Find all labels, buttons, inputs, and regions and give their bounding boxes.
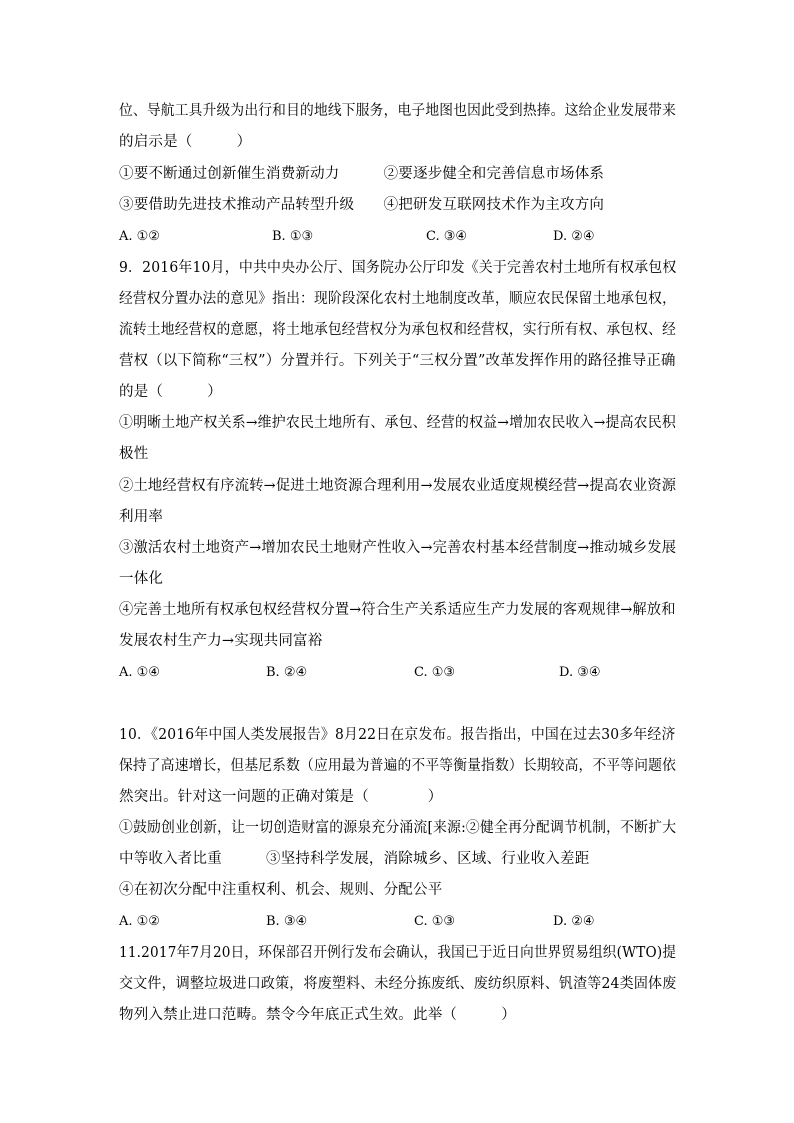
q11-line-1: 11.2017年7月20日，环保部召开例行发布会确认，我国已于近日向世界贸易组织(WTO)提 (119, 945, 677, 961)
q10-option-b: B. ③④ (266, 914, 308, 929)
q10-line-1: 10．《2016年中国人类发展报告》8月22日在京发布。报告指出，中国在过去30多年经济 (119, 727, 676, 743)
q8-statement-3-4: ③要借助先进技术推动产品转型升级 ④把研发互联网技术作为主攻方向 (119, 197, 605, 213)
q9-statement-3-line-1: ③激活农村土地资产→增加农民土地财产性收入→完善农村基本经营制度→推动城乡发展 (119, 540, 677, 556)
q11-line-2: 交文件，调整垃圾进口政策，将废塑料、未经分拣废纸、废纺织原料、钒渣等24类固体废 (119, 976, 677, 992)
q10-line-3: 然突出。针对这一问题的正确对策是（ ） (119, 789, 443, 805)
q9-option-a: A. ①④ (119, 665, 160, 680)
q8-line-2: 的启示是（ ） (119, 134, 252, 150)
q9-line-5: 的是（ ） (119, 384, 222, 400)
q9-statement-1-line-2: 极性 (119, 446, 149, 462)
q9-statement-4-line-1: ④完善土地所有权承包权经营权分置→符合生产关系适应生产力发展的客观规律→解放和 (119, 602, 676, 618)
q10-statement-2-3: 中等收入者比重 ③坚持科学发展，消除城乡、区域、行业收入差距 (119, 851, 590, 867)
q8-option-c: C. ③④ (426, 229, 468, 244)
q9-statement-2-line-2: 利用率 (119, 509, 164, 525)
q9-line-1: 9．2016年10月，中共中央办公厅、国务院办公厅印发《关于完善农村土地所有权承包权 (119, 260, 677, 276)
q9-option-d: D. ③④ (559, 665, 601, 680)
q8-option-d: D. ②④ (553, 229, 595, 244)
q10-line-2: 保持了高速增长，但基尼系数（应用最为普遍的不平等衡量指数）长期较高，不平等问题依 (119, 758, 677, 774)
q8-option-b: B. ①③ (272, 229, 314, 244)
q10-option-d: D. ②④ (553, 914, 595, 929)
q9-statement-3-line-2: 一体化 (119, 571, 164, 587)
q10-option-a: A. ①② (119, 914, 160, 929)
q9-line-3: 流转土地经营权的意愿，将土地承包经营权分为承包权和经营权，实行所有权、承包权、经 (119, 322, 677, 338)
q8-line-1: 位、导航工具升级为出行和目的地线下服务，电子地图也因此受到热捧。这给企业发展带来 (119, 103, 677, 119)
q8-option-a: A. ①② (119, 229, 160, 244)
q10-option-c: C. ①③ (414, 914, 456, 929)
q9-option-c: C. ①③ (414, 665, 456, 680)
q11-line-3: 物列入禁止进口范畴。禁令今年底正式生效。此举（ ） (119, 1007, 516, 1023)
q9-statement-4-line-2: 发展农村生产力→实现共同富裕 (119, 633, 323, 649)
q9-line-4: 营权（以下简称“三权”）分置并行。下列关于“三权分置”改革发挥作用的路径推导正确 (119, 353, 676, 369)
q9-option-b: B. ②④ (266, 665, 308, 680)
q10-statement-1-2: ①鼓励创业创新，让一切创造财富的源泉充分涌流[来源:②健全再分配调节机制，不断扩大 (119, 820, 677, 836)
q9-statement-2-line-1: ②土地经营权有序流转→促进土地资源合理利用→发展农业适度规模经营→提高农业资源 (119, 478, 677, 494)
q8-statement-1-2: ①要不断通过创新催生消费新动力 ②要逐步健全和完善信息市场体系 (119, 166, 605, 182)
q9-line-2: 经营权分置办法的意见》指出：现阶段深化农村土地制度改革，顺应农民保留土地承包权， (119, 291, 677, 307)
q9-statement-1-line-1: ①明晰土地产权关系→维护农民土地所有、承包、经营的权益→增加农民收入→提高农民积 (119, 415, 676, 431)
q10-statement-4: ④在初次分配中注重权利、机会、规则、分配公平 (119, 882, 443, 898)
